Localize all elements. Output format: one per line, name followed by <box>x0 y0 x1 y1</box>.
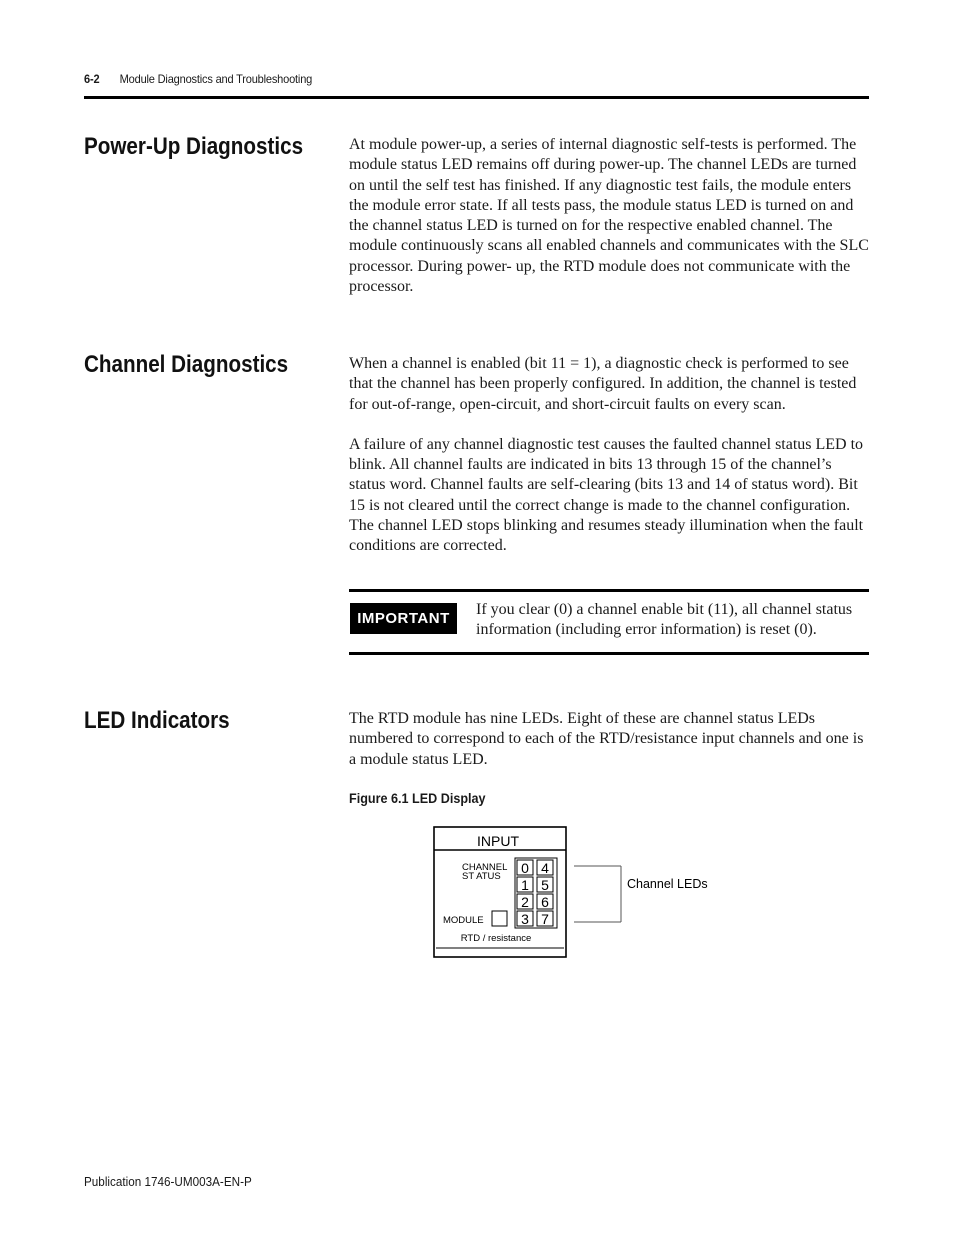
led-body <box>349 709 869 770</box>
power-up-paragraph: At module power-up, a series of internal diagnostic self-tests is performed. The module status LED remains off during power-up. The channel LEDs are turned on until the self test has finished. If any diagnostic test fails, the module enters the module error state. If all tests pass, the module status LED is turned on and the channel status LED is turned on for the respective enabled channel. The module continuously scans all enabled channels and communicates with the SLC processor. During power- up, the RTD module does not communicate with the processor. <box>349 136 869 296</box>
channel-leds-callout: Channel LEDs <box>627 877 708 891</box>
heading-channel-diagnostics: Channel Diagnostics <box>84 351 289 378</box>
channel-label-line1: CHANNEL <box>462 862 508 873</box>
channel-paragraph-2: A failure of any channel diagnostic test causes the faulted channel status LED to blink. All channel faults are indicated in bits 13 through 15 of the channel’s status word. Channel faults are self-clearing (bits 13 and 14 of status word). Bit 15 is not cleared until the correct change is made to the channel configuration. The channel LED stops blinking and resumes steady illumination when the fault conditions are corrected. <box>349 435 864 555</box>
channel-paragraph-1: When a channel is enabled (bit 11 = 1), a diagnostic check is performed to see that the channel has been properly configured. In addition, the channel is tested for out-of-range, open-circuit, and short-circuit faults on every scan. <box>349 355 857 413</box>
page-number: 6-2 <box>84 72 100 86</box>
led-display-figure <box>430 822 710 962</box>
led-paragraph: The RTD module has nine LEDs. Eight of these are channel status LEDs numbered to correspond to each of the RTD/resistance input channels and one is a module status LED. <box>349 710 864 768</box>
publication-footer: Publication 1746-UM003A-EN-P <box>84 1174 252 1189</box>
module-label: MODULE <box>443 915 484 926</box>
panel-bottom-label: RTD / resistance <box>460 933 532 944</box>
running-header <box>84 72 312 86</box>
channel-led-label-0: 0 <box>521 860 529 876</box>
channel-led-label-5: 5 <box>541 877 549 893</box>
power-up-body <box>349 135 869 297</box>
channel-led-label-4: 4 <box>541 860 549 876</box>
module-status-led <box>492 911 507 926</box>
panel-title: INPUT <box>477 833 519 849</box>
chapter-title: Module Diagnostics and Troubleshooting <box>119 72 313 86</box>
channel-led-label-7: 7 <box>541 911 549 927</box>
channel-label-line2: ST ATUS <box>462 871 501 882</box>
heading-power-up-diagnostics: Power-Up Diagnostics <box>84 133 304 160</box>
channel-led-label-3: 3 <box>521 911 529 927</box>
channel-led-label-2: 2 <box>521 894 529 910</box>
heading-led-indicators: LED Indicators <box>84 707 230 734</box>
channel-led-label-6: 6 <box>541 894 549 910</box>
header-rule <box>84 96 869 99</box>
led-cells <box>517 860 553 927</box>
figure-caption: Figure 6.1 LED Display <box>349 790 486 806</box>
channel-body <box>349 354 869 557</box>
channel-led-label-1: 1 <box>521 877 529 893</box>
important-text: If you clear (0) a channel enable bit (11), all channel status information (including error information) is reset (0). <box>476 601 853 639</box>
important-badge: IMPORTANT <box>350 603 457 634</box>
